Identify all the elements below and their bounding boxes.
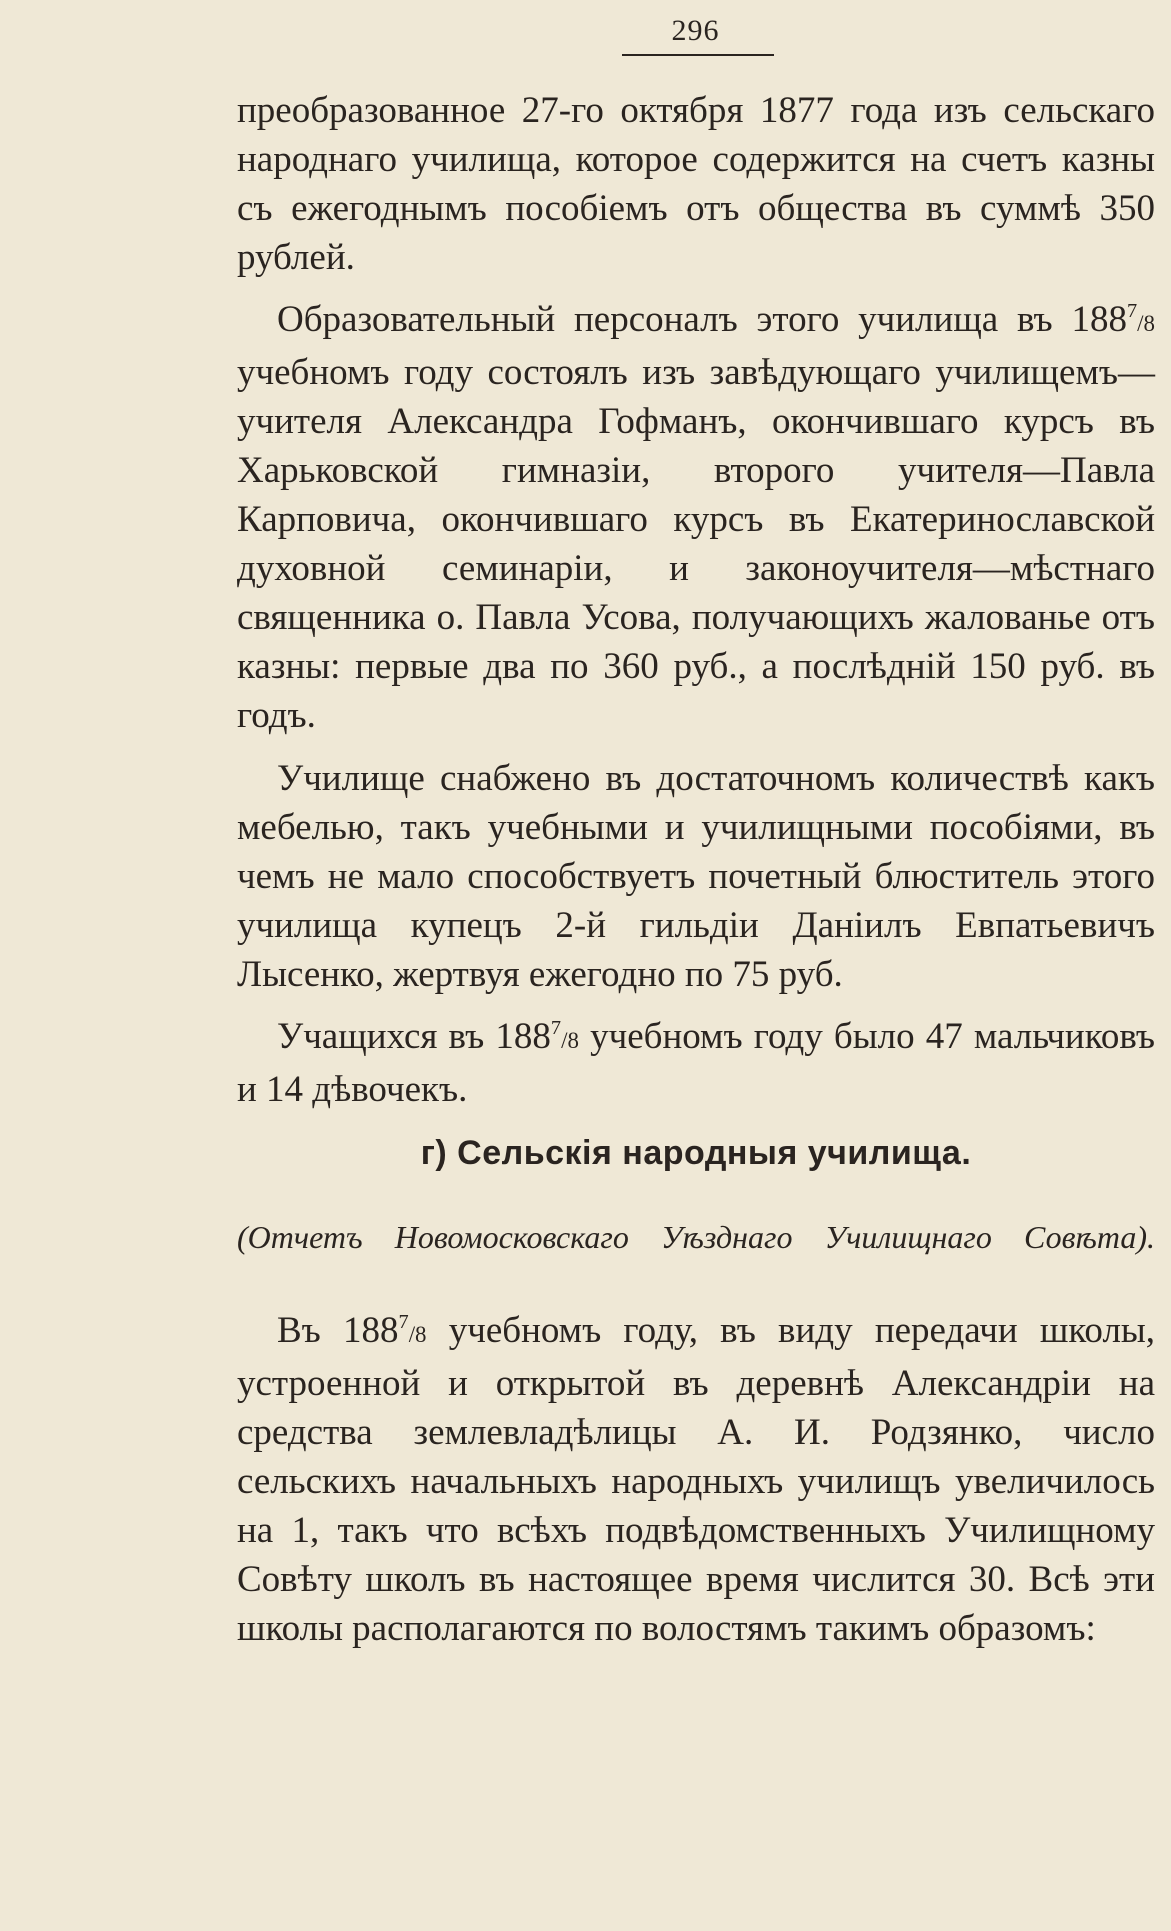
paragraph-text: учебномъ году, въ виду передачи школы, устроенной и открытой въ деревнѣ Александріи на средства землевладѣлицы А. И. Родзянко, число сельскихъ начальныхъ народныхъ училищъ увеличилось на 1, такъ что всѣхъ подвѣдомственныхъ Училищному Совѣту школъ въ настоящее время числится 30. Всѣ эти школы располагаются по волостямъ такимъ образомъ: — [237, 1310, 1156, 1649]
paragraph-text: Учащихся въ 188 — [277, 1016, 551, 1057]
paragraph-text: Въ 188 — [277, 1310, 399, 1351]
fraction-numerator: 7 — [550, 1016, 562, 1039]
body-text-upper — [237, 86, 1155, 1114]
fraction-denominator: /8 — [1137, 311, 1155, 336]
body-text-lower — [237, 1306, 1155, 1653]
paragraph-schools — [237, 1306, 1155, 1653]
section-subheading: (Отчетъ Новомосковскаго Уѣзднаго Училищнаго Совѣта). — [237, 1219, 1155, 1255]
fraction-numerator: 7 — [398, 1310, 409, 1333]
paragraph-continuation: преобразованное 27-го октября 1877 года изъ сельскаго народнаго училища, которое содержится на счетъ казны съ ежегоднымъ пособіемъ отъ общества въ суммѣ 350 рублей. — [237, 90, 1155, 278]
paragraph-text: учебномъ году было 47 мальчиковъ и 14 дѣвочекъ. — [237, 1016, 1156, 1110]
paragraph-text: учебномъ году состоялъ изъ завѣдующаго училищемъ—учителя Александра Гофманъ, окончившаго курсъ въ Харьковской гимназіи, второго учителя—Павла Карповича, окончившаго курсъ въ Екатеринославской духовной семинаріи, и законоучителя—мѣстнаго священника о. Павла Усова, получающихъ жалованье отъ казны: первые два по 360 руб., а послѣдній 150 руб. въ годъ. — [237, 352, 1155, 736]
fraction-denominator: /8 — [561, 1028, 579, 1053]
section-heading: г) Сельскія народныя училища. — [420, 1134, 972, 1172]
fraction-numerator: 7 — [1126, 299, 1138, 322]
paragraph-text: Образовательный персоналъ этого училища въ 188 — [277, 299, 1127, 340]
paragraph-equipment: Училище снабжено въ достаточномъ количествѣ какъ мебелью, такъ учебными и училищными пособіями, въ чемъ не мало способствуетъ почетный блюститель этого училища купецъ 2-й гильдіи Даніилъ Евпатьевичъ Лысенко, жертвуя ежегодно по 75 руб. — [237, 758, 1155, 995]
page-number: 296 — [671, 14, 720, 47]
page-number-rule — [622, 54, 774, 56]
fraction-denominator: /8 — [408, 1322, 427, 1347]
paragraph-pupils — [237, 1012, 1155, 1114]
paragraph-staff — [237, 295, 1155, 740]
